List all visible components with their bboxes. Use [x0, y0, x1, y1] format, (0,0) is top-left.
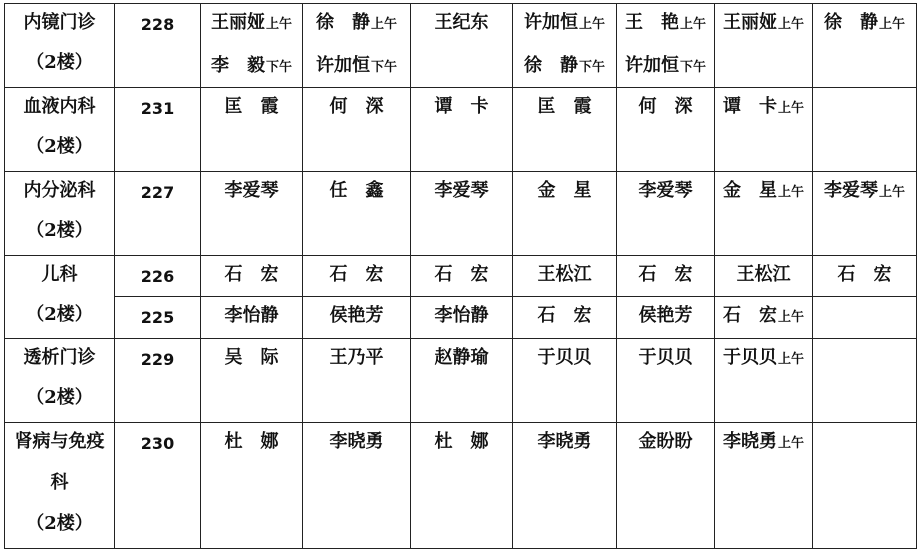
doctor-name: 李爱琴 — [224, 179, 279, 201]
doctor-entry — [715, 306, 812, 328]
doctor-name: 王松江 — [537, 263, 592, 285]
doctor-name: 石 宏 — [722, 305, 777, 327]
doctor-cell — [201, 171, 303, 255]
doctor-cell — [617, 255, 715, 296]
doctor-entry — [411, 97, 512, 117]
session-tag: 上午 — [878, 184, 905, 200]
room-cell — [115, 171, 201, 255]
room-number: 229 — [140, 349, 175, 369]
doctor-name: 李晓勇 — [329, 430, 384, 452]
doctor-entry — [617, 265, 714, 285]
doctor-cell — [715, 422, 813, 548]
doctor-name: 谭 卡 — [722, 95, 777, 117]
doctor-name: 王 艳 — [624, 12, 679, 33]
doctor-cell — [513, 87, 617, 171]
doctor-entry — [411, 181, 512, 201]
doctor-cell — [617, 87, 715, 171]
department-floor: （2楼） — [26, 386, 93, 408]
department-floor: （2楼） — [26, 52, 93, 73]
doctor-entry — [513, 181, 616, 201]
session-tag: 上午 — [777, 100, 804, 116]
doctor-name: 石 宏 — [537, 305, 592, 327]
doctor-entry — [513, 13, 616, 35]
doctor-entry — [201, 13, 302, 35]
doctor-name: 谭 卡 — [434, 95, 489, 117]
doctor-entry — [411, 306, 512, 326]
doctor-name: 李爱琴 — [638, 179, 693, 201]
schedule-row — [5, 171, 917, 255]
doctor-name: 赵静瑜 — [434, 346, 489, 368]
doctor-name: 何 深 — [638, 95, 693, 117]
doctor-cell — [513, 171, 617, 255]
doctor-entry — [303, 181, 410, 201]
session-tag: 上午 — [777, 17, 804, 32]
doctor-name: 吴 际 — [224, 346, 279, 368]
doctor-entry — [201, 56, 302, 78]
doctor-cell — [617, 171, 715, 255]
department-name: 儿科 — [41, 263, 78, 285]
doctor-name: 李晓勇 — [722, 430, 777, 452]
department-cell — [5, 422, 115, 548]
doctor-name: 李晓勇 — [537, 430, 592, 452]
department-cell — [5, 171, 115, 255]
session-tag: 下午 — [370, 60, 397, 75]
doctor-entry — [715, 13, 812, 35]
doctor-name: 杜 娜 — [224, 430, 279, 452]
doctor-name: 何 深 — [329, 95, 384, 117]
doctor-entry — [617, 348, 714, 368]
department-floor: （2楼） — [26, 303, 93, 325]
doctor-name: 徐 静 — [315, 12, 370, 33]
department-cell — [5, 4, 115, 88]
room-number: 227 — [140, 182, 175, 202]
doctor-cell — [411, 171, 513, 255]
doctor-cell — [715, 87, 813, 171]
doctor-cell — [513, 4, 617, 88]
doctor-cell — [411, 4, 513, 88]
room-cell — [115, 255, 201, 296]
room-number: 228 — [140, 15, 175, 34]
doctor-cell — [813, 171, 917, 255]
doctor-cell — [303, 87, 411, 171]
session-tag: 下午 — [265, 60, 292, 75]
doctor-cell — [617, 422, 715, 548]
doctor-name: 王丽娅 — [722, 12, 777, 33]
doctor-name: 石 宏 — [837, 263, 892, 285]
doctor-entry — [513, 348, 616, 368]
doctor-name: 匡 霞 — [224, 95, 279, 117]
doctor-entry — [303, 265, 410, 285]
department-cell — [5, 255, 115, 338]
doctor-cell — [201, 422, 303, 548]
doctor-cell — [813, 297, 917, 338]
department-name: 内镜门诊 — [23, 12, 96, 33]
doctor-cell — [303, 255, 411, 296]
doctor-entry — [303, 432, 410, 452]
doctor-cell — [715, 4, 813, 88]
doctor-name: 金盼盼 — [638, 430, 693, 452]
department-name: 内分泌科 — [23, 179, 96, 201]
department-cell — [5, 87, 115, 171]
doctor-cell — [303, 422, 411, 548]
schedule-row — [5, 255, 917, 296]
department-name: 科 — [50, 471, 69, 493]
doctor-cell — [715, 338, 813, 422]
doctor-name: 杜 娜 — [434, 430, 489, 452]
doctor-entry — [201, 348, 302, 368]
doctor-entry — [715, 265, 812, 285]
session-tag: 上午 — [265, 17, 292, 32]
doctor-name: 石 宏 — [434, 263, 489, 285]
session-tag: 下午 — [679, 60, 706, 75]
doctor-cell — [411, 422, 513, 548]
doctor-entry — [201, 432, 302, 452]
doctor-name: 李爱琴 — [434, 179, 489, 201]
doctor-entry — [201, 306, 302, 326]
doctor-entry — [617, 56, 714, 78]
doctor-cell — [303, 4, 411, 88]
doctor-cell — [303, 297, 411, 338]
doctor-cell — [201, 297, 303, 338]
doctor-cell — [411, 87, 513, 171]
doctor-name: 许加恒 — [523, 12, 578, 33]
doctor-name: 任 鑫 — [329, 179, 384, 201]
doctor-entry — [617, 13, 714, 35]
session-tag: 上午 — [578, 17, 605, 32]
doctor-entry — [411, 348, 512, 368]
doctor-name: 金 星 — [722, 179, 777, 201]
doctor-name: 李怡静 — [224, 305, 279, 327]
room-number: 226 — [140, 266, 175, 286]
doctor-entry — [715, 348, 812, 370]
doctor-cell — [715, 255, 813, 296]
doctor-entry — [513, 306, 616, 326]
session-tag: 上午 — [777, 310, 804, 326]
doctor-name: 许加恒 — [315, 55, 370, 76]
doctor-name: 王丽娅 — [210, 12, 265, 33]
doctor-cell — [813, 4, 917, 88]
doctor-cell — [617, 297, 715, 338]
doctor-name: 石 宏 — [638, 263, 693, 285]
doctor-cell — [715, 297, 813, 338]
doctor-name: 李爱琴 — [823, 179, 878, 201]
room-cell — [115, 297, 201, 338]
session-tag: 下午 — [578, 60, 605, 75]
doctor-name: 石 宏 — [329, 263, 384, 285]
doctor-name: 徐 静 — [823, 12, 878, 33]
schedule-row — [5, 422, 917, 548]
doctor-entry — [715, 97, 812, 119]
doctor-cell — [411, 338, 513, 422]
doctor-cell — [715, 171, 813, 255]
doctor-cell — [513, 255, 617, 296]
doctor-cell — [201, 338, 303, 422]
doctor-entry — [201, 265, 302, 285]
doctor-entry — [617, 432, 714, 452]
doctor-entry — [513, 265, 616, 285]
doctor-name: 于贝贝 — [638, 346, 693, 368]
doctor-cell — [813, 422, 917, 548]
doctor-entry — [201, 181, 302, 201]
doctor-cell — [513, 338, 617, 422]
session-tag: 上午 — [777, 184, 804, 200]
doctor-cell — [303, 171, 411, 255]
room-cell — [115, 422, 201, 548]
doctor-entry — [303, 306, 410, 326]
doctor-cell — [617, 338, 715, 422]
doctor-cell — [617, 4, 715, 88]
doctor-cell — [303, 338, 411, 422]
schedule-row — [5, 87, 917, 171]
department-cell — [5, 338, 115, 422]
schedule-row — [5, 338, 917, 422]
room-cell — [115, 87, 201, 171]
session-tag: 上午 — [878, 17, 905, 32]
doctor-entry — [617, 306, 714, 326]
department-name: 肾病与免疫 — [14, 430, 105, 452]
doctor-name: 王乃平 — [329, 346, 384, 368]
doctor-entry — [303, 56, 410, 78]
schedule-row — [5, 297, 917, 338]
department-name: 透析门诊 — [23, 346, 96, 368]
duty-schedule-table — [4, 3, 917, 549]
doctor-entry — [303, 97, 410, 117]
doctor-name: 金 星 — [537, 179, 592, 201]
doctor-entry — [513, 432, 616, 452]
doctor-entry — [411, 265, 512, 285]
doctor-name: 李 毅 — [210, 55, 265, 76]
doctor-name: 许加恒 — [624, 55, 679, 76]
doctor-name: 侯艳芳 — [638, 305, 693, 327]
doctor-name: 徐 静 — [523, 55, 578, 76]
doctor-cell — [201, 87, 303, 171]
schedule-body — [5, 4, 917, 549]
doctor-entry — [303, 348, 410, 368]
doctor-entry — [715, 181, 812, 203]
doctor-cell — [411, 297, 513, 338]
doctor-entry — [813, 181, 916, 203]
doctor-name: 侯艳芳 — [329, 305, 384, 327]
department-floor: （2楼） — [26, 512, 93, 534]
session-tag: 上午 — [679, 17, 706, 32]
doctor-entry — [201, 97, 302, 117]
doctor-cell — [411, 255, 513, 296]
schedule-row — [5, 4, 917, 88]
room-cell — [115, 4, 201, 88]
doctor-cell — [813, 338, 917, 422]
doctor-cell — [513, 422, 617, 548]
doctor-cell — [201, 4, 303, 88]
session-tag: 上午 — [777, 351, 804, 367]
doctor-entry — [813, 13, 916, 35]
doctor-name: 李怡静 — [434, 305, 489, 327]
doctor-entry — [617, 97, 714, 117]
doctor-cell — [513, 297, 617, 338]
doctor-entry — [813, 265, 916, 285]
doctor-name: 于贝贝 — [537, 346, 592, 368]
room-number: 230 — [140, 433, 175, 453]
session-tag: 上午 — [370, 17, 397, 32]
doctor-cell — [813, 87, 917, 171]
room-number: 231 — [140, 98, 175, 118]
room-number: 225 — [140, 308, 175, 328]
department-name: 血液内科 — [23, 95, 96, 117]
doctor-name: 王纪东 — [434, 12, 489, 33]
doctor-name: 石 宏 — [224, 263, 279, 285]
doctor-entry — [513, 56, 616, 78]
doctor-cell — [813, 255, 917, 296]
doctor-entry — [303, 13, 410, 35]
doctor-entry — [617, 181, 714, 201]
doctor-name: 于贝贝 — [722, 346, 777, 368]
doctor-cell — [201, 255, 303, 296]
doctor-name: 王松江 — [736, 263, 791, 285]
room-cell — [115, 338, 201, 422]
doctor-entry — [411, 432, 512, 452]
doctor-entry — [513, 97, 616, 117]
department-floor: （2楼） — [26, 219, 93, 241]
doctor-name: 匡 霞 — [537, 95, 592, 117]
doctor-entry — [715, 432, 812, 454]
department-floor: （2楼） — [26, 135, 93, 157]
session-tag: 上午 — [777, 435, 804, 451]
doctor-entry — [411, 13, 512, 33]
